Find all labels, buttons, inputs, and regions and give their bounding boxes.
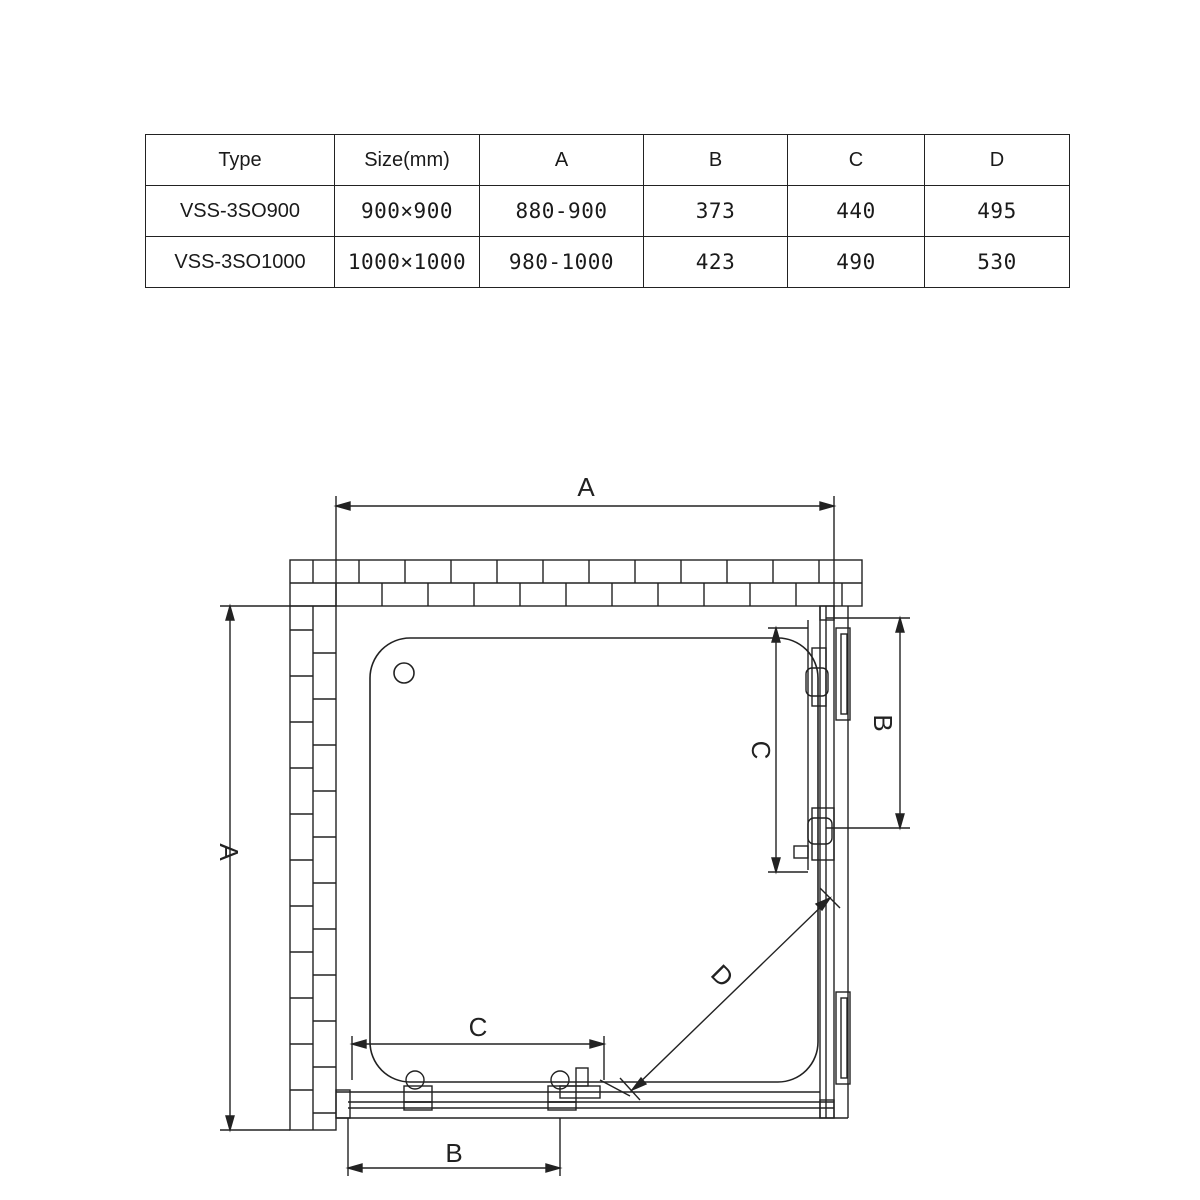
header-size: Size(mm) [335, 135, 480, 186]
cell-type: VSS-3SO900 [146, 186, 335, 237]
dimension-top-a [336, 496, 834, 606]
right-enclosure-frame [794, 606, 850, 1118]
cell-d: 530 [925, 237, 1070, 288]
label-left-a: A [214, 843, 244, 861]
cell-size: 900×900 [335, 186, 480, 237]
cell-a: 980-1000 [480, 237, 644, 288]
label-top-a: A [577, 472, 595, 502]
label-right-b: B [868, 714, 898, 732]
label-right-c: C [746, 740, 776, 760]
label-bottom-c: C [468, 1012, 488, 1042]
left-wall [290, 606, 336, 1130]
header-c: C [788, 135, 925, 186]
cell-size: 1000×1000 [335, 237, 480, 288]
cell-a: 880-900 [480, 186, 644, 237]
cell-c: 490 [788, 237, 925, 288]
header-a: A [480, 135, 644, 186]
header-b: B [644, 135, 788, 186]
header-type: Type [146, 135, 335, 186]
dimension-diagonal-d [620, 888, 840, 1100]
top-wall [290, 560, 862, 606]
drain-icon [394, 663, 414, 683]
cell-c: 440 [788, 186, 925, 237]
shower-tray [370, 638, 818, 1082]
label-bottom-b: B [445, 1138, 463, 1168]
cell-b: 423 [644, 237, 788, 288]
label-diagonal-d: D [705, 958, 740, 993]
cell-b: 373 [644, 186, 788, 237]
cell-type: VSS-3SO1000 [146, 237, 335, 288]
cell-d: 495 [925, 186, 1070, 237]
header-d: D [925, 135, 1070, 186]
dimension-left-a [220, 606, 290, 1130]
bottom-enclosure-frame [336, 1068, 848, 1118]
